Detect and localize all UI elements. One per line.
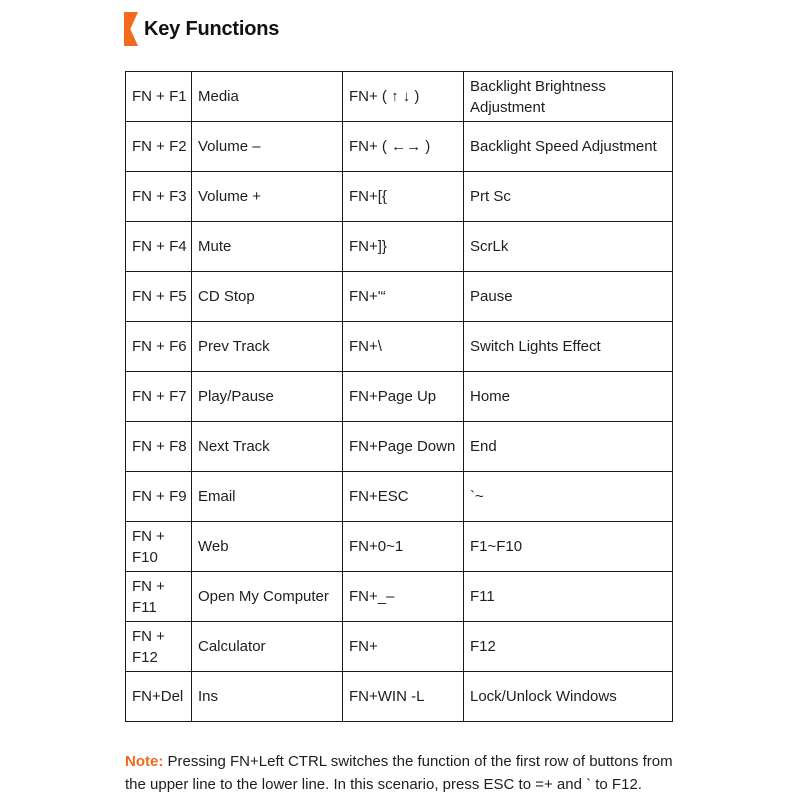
section-title: Key Functions [144, 17, 280, 40]
table-row [126, 222, 673, 272]
alt-key-combo-cell: FN+ESC [343, 472, 464, 522]
media-function-cell: Web [192, 522, 343, 572]
table-row [126, 372, 673, 422]
media-function-cell: Volume – [192, 122, 343, 172]
alt-function-cell: F11 [464, 572, 673, 622]
media-function-cell: Prev Track [192, 322, 343, 372]
alt-function-cell: Prt Sc [464, 172, 673, 222]
alt-function-cell: End [464, 422, 673, 472]
table-row [126, 522, 673, 572]
key-functions-table [125, 71, 673, 722]
table-row [126, 622, 673, 672]
fn-key-combo-cell: FN+Del [126, 672, 192, 722]
alt-key-combo-cell: FN+0~1 [343, 522, 464, 572]
table-row [126, 472, 673, 522]
fn-key-combo-cell: FN + F6 [126, 322, 192, 372]
fn-key-combo-cell: FN + F5 [126, 272, 192, 322]
note-text: Pressing FN+Left CTRL switches the function of the first row of buttons from the upper line to the lower line. In this scenario, press ESC to =+ and ` to F12. [125, 753, 673, 793]
fn-key-combo-cell: FN + F4 [126, 222, 192, 272]
alt-function-cell: Lock/Unlock Windows [464, 672, 673, 722]
fn-key-combo-cell: FN + F1 [126, 72, 192, 122]
table-row [126, 672, 673, 722]
fn-key-combo-cell: FN + F10 [126, 522, 192, 572]
alt-key-combo-cell: FN+Page Up [343, 372, 464, 422]
table-row [126, 322, 673, 372]
media-function-cell: CD Stop [192, 272, 343, 322]
alt-function-cell: Backlight Speed Adjustment [464, 122, 673, 172]
table-row [126, 72, 673, 122]
alt-function-cell: F1~F10 [464, 522, 673, 572]
fn-key-combo-cell: FN + F2 [126, 122, 192, 172]
alt-key-combo-cell: FN+ [343, 622, 464, 672]
alt-key-combo-cell: FN+'“ [343, 272, 464, 322]
alt-function-cell: `~ [464, 472, 673, 522]
table-row [126, 122, 673, 172]
note-paragraph [125, 750, 695, 796]
fn-key-combo-cell: FN + F7 [126, 372, 192, 422]
alt-function-cell: ScrLk [464, 222, 673, 272]
media-function-cell: Ins [192, 672, 343, 722]
alt-key-combo-cell: FN+]} [343, 222, 464, 272]
note-label: Note: [125, 753, 164, 770]
alt-key-combo-cell: FN+WIN -L [343, 672, 464, 722]
fn-key-combo-cell: FN + F9 [126, 472, 192, 522]
media-function-cell: Media [192, 72, 343, 122]
alt-key-combo-cell: FN+ ( ↑ ↓ ) [343, 72, 464, 122]
fn-key-combo-cell: FN + F3 [126, 172, 192, 222]
alt-function-cell: F12 [464, 622, 673, 672]
media-function-cell: Mute [192, 222, 343, 272]
table-row [126, 422, 673, 472]
media-function-cell: Next Track [192, 422, 343, 472]
media-function-cell: Email [192, 472, 343, 522]
media-function-cell: Calculator [192, 622, 343, 672]
media-function-cell: Volume + [192, 172, 343, 222]
table-row [126, 172, 673, 222]
alt-key-combo-cell: FN+_– [343, 572, 464, 622]
section-header [124, 12, 279, 46]
chevron-badge-icon [124, 12, 138, 46]
media-function-cell: Play/Pause [192, 372, 343, 422]
alt-function-cell: Switch Lights Effect [464, 322, 673, 372]
alt-key-combo-cell: FN+Page Down [343, 422, 464, 472]
fn-key-combo-cell: FN + F8 [126, 422, 192, 472]
alt-function-cell: Pause [464, 272, 673, 322]
media-function-cell: Open My Computer [192, 572, 343, 622]
fn-key-combo-cell: FN + F11 [126, 572, 192, 622]
fn-key-combo-cell: FN + F12 [126, 622, 192, 672]
table-row [126, 572, 673, 622]
alt-key-combo-cell: FN+ ( ←→ ) [343, 122, 464, 172]
table-row [126, 272, 673, 322]
alt-function-cell: Home [464, 372, 673, 422]
alt-function-cell: Backlight Brightness Adjustment [464, 72, 673, 122]
alt-key-combo-cell: FN+\ [343, 322, 464, 372]
alt-key-combo-cell: FN+[{ [343, 172, 464, 222]
